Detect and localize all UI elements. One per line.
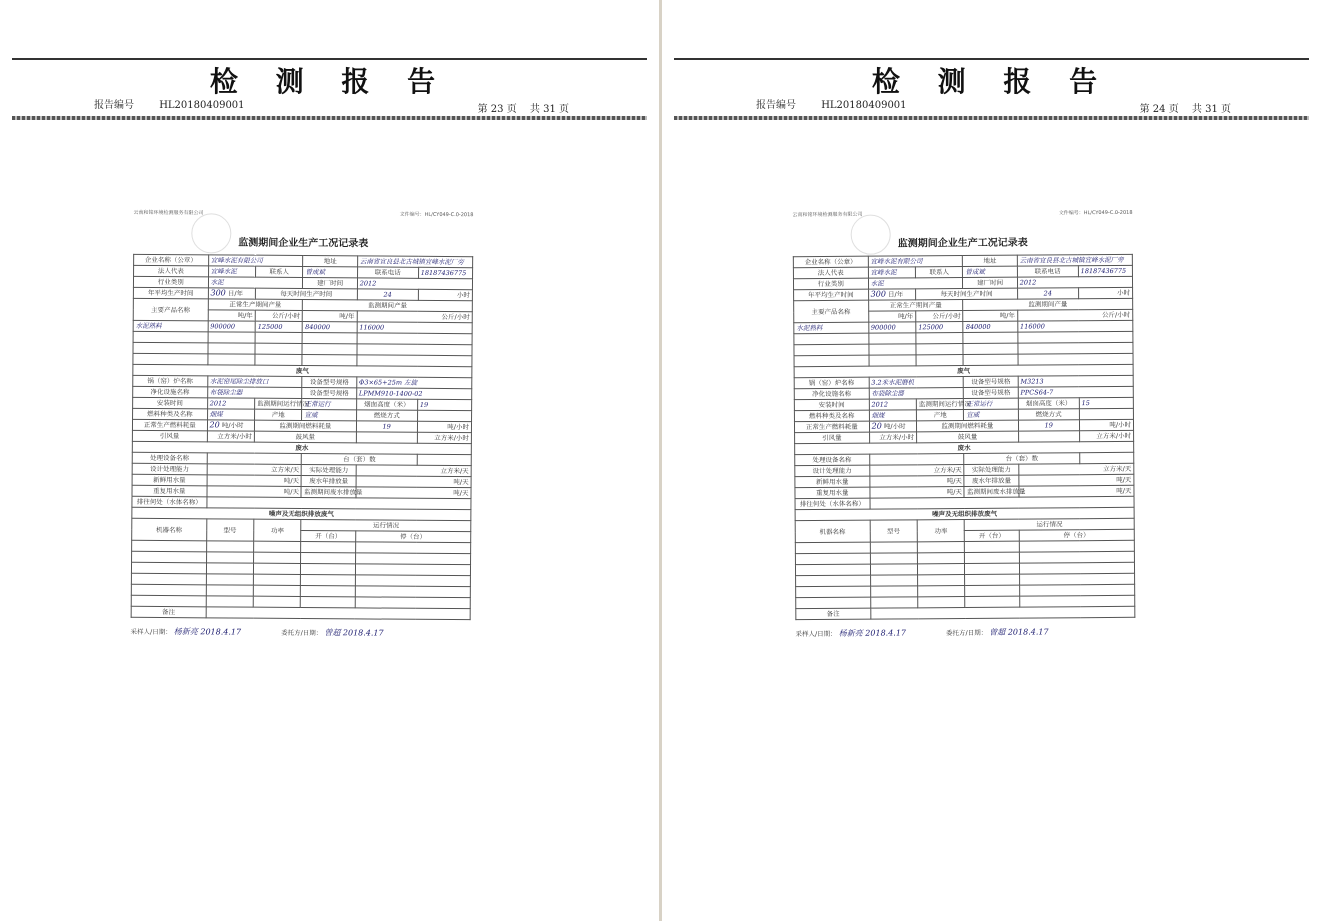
page-number-current: 第 24 页 bbox=[1139, 104, 1179, 115]
sampler-signature bbox=[795, 627, 906, 639]
form-company-header: 云南和铭环境检测服务有限公司 bbox=[792, 211, 863, 219]
legal-rep-label: 法人代表 bbox=[793, 267, 868, 279]
draft-unit: 立方米/小时 bbox=[207, 431, 255, 442]
purify-value: 布袋除尘器 bbox=[207, 387, 302, 399]
form-file-number: 文件编号：HL/CY049-C.0-2018 bbox=[1058, 209, 1133, 217]
report-number-label: 报告编号 bbox=[756, 100, 796, 111]
chimney-value: 15 bbox=[1079, 397, 1133, 408]
production-record-table bbox=[131, 254, 474, 620]
fuel-monitor-label: 监测期间燃料耗量 bbox=[917, 420, 1019, 432]
run-status-value: 正常运行 bbox=[964, 398, 1018, 409]
unit-ton-year: 吨/年 bbox=[208, 310, 256, 321]
production-record-form bbox=[131, 209, 474, 639]
blow-unit: 立方米/小时 bbox=[1079, 430, 1133, 441]
chimney-label: 烟囱高度（米） bbox=[1018, 398, 1079, 409]
page-number bbox=[468, 100, 569, 115]
industry-value: 水泥 bbox=[208, 277, 303, 289]
legal-rep-value: 宜峰水泥 bbox=[868, 267, 916, 278]
purify-model-label: 设备型号规格 bbox=[302, 388, 356, 399]
monitor-output-label: 监测期间产量 bbox=[303, 300, 473, 312]
unit-kg-hour-2: 公斤/小时 bbox=[357, 311, 472, 323]
fuel-use-label: 正常生产燃料耗量 bbox=[132, 419, 207, 431]
monitor-discharge-label: 监测期间废水排放量 bbox=[964, 486, 1018, 497]
phone-value: 18187436775 bbox=[418, 267, 472, 278]
purify-label: 净化设施名称 bbox=[133, 386, 208, 398]
report-number-value: HL20180409001 bbox=[159, 100, 245, 111]
fuel-use-cell bbox=[207, 420, 255, 431]
form-header bbox=[793, 209, 1133, 221]
outlet-label: 排往何处（水体名称） bbox=[132, 496, 207, 508]
water-count-label: 台（套）数 bbox=[302, 453, 417, 465]
furnace-label: 锅（窑）炉名称 bbox=[133, 375, 208, 387]
actual-cap-unit: 立方米/天 bbox=[1019, 463, 1134, 475]
contact-label: 联系人 bbox=[256, 266, 304, 277]
form-company-header: 云南和铭环境检测服务有限公司 bbox=[133, 209, 204, 217]
install-label: 安装时间 bbox=[794, 399, 869, 411]
power-label: 功率 bbox=[917, 519, 965, 541]
power-label: 功率 bbox=[254, 519, 302, 541]
furnace-value: 水泥窑尾除尘排放口 bbox=[207, 376, 302, 388]
legal-rep-value: 宜峰水泥 bbox=[208, 266, 256, 277]
normal-hour-value: 125000 bbox=[916, 322, 964, 333]
product-value: 水泥熟料 bbox=[794, 322, 869, 334]
water-count-label: 台（套）数 bbox=[964, 453, 1079, 465]
header-rule-dotted bbox=[674, 116, 1309, 120]
sampler-value: 杨新亮 2018.4.17 bbox=[838, 628, 907, 638]
normal-hour-value: 125000 bbox=[255, 321, 303, 332]
contact-value: 曾成斌 bbox=[303, 267, 357, 278]
equip-model-value: Φ3×65+25m 左旋 bbox=[356, 377, 471, 389]
annual-days-cell bbox=[868, 289, 916, 300]
production-record-table bbox=[793, 254, 1136, 620]
form-header bbox=[133, 209, 473, 221]
gas-section-header: 废气 bbox=[133, 364, 472, 377]
fuel-value: 烟煤 bbox=[207, 409, 255, 420]
actual-cap-label: 实际处理能力 bbox=[302, 464, 356, 475]
blow-label: 鼓风量 bbox=[917, 431, 1019, 443]
draft-label: 引风量 bbox=[132, 430, 207, 442]
noise-section-header: 噪声及无组织排放废气 bbox=[132, 507, 471, 520]
install-value: 2012 bbox=[869, 399, 917, 410]
daily-hours-value: 24 bbox=[1017, 288, 1078, 299]
gas-section-header: 废气 bbox=[794, 364, 1133, 377]
purify-model-value: PPCS64-7 bbox=[1018, 386, 1133, 398]
built-label: 建厂时间 bbox=[303, 278, 357, 289]
discharge-unit: 吨/天 bbox=[356, 476, 471, 488]
design-cap-unit: 立方米/天 bbox=[207, 464, 302, 476]
sampler-value: 杨新亮 2018.4.17 bbox=[173, 627, 242, 637]
water-equip-label: 处理设备名称 bbox=[132, 452, 207, 464]
discharge-label: 废水年排放量 bbox=[964, 475, 1018, 486]
built-label: 建厂时间 bbox=[963, 277, 1017, 288]
daily-hours-label: 每天时间生产时间 bbox=[916, 288, 1018, 300]
fuel-use-value: 20 bbox=[209, 420, 220, 430]
fresh-water-label: 新鲜用水量 bbox=[795, 476, 870, 488]
equip-model-label: 设备型号规格 bbox=[302, 377, 356, 388]
remark-label: 备注 bbox=[796, 608, 871, 620]
status-label: 运行情况 bbox=[965, 518, 1135, 530]
burn-value bbox=[417, 410, 471, 421]
client-label: 委托方/日期： bbox=[281, 628, 323, 638]
fuel-label: 燃料种类及名称 bbox=[133, 408, 208, 420]
form-title: 监测期间企业生产工况记录表 bbox=[238, 237, 369, 250]
discharge-label: 废水年排放量 bbox=[302, 475, 356, 486]
fuel-use-value: 20 bbox=[871, 421, 882, 431]
form-file-number: 文件编号：HL/CY049-C.0-2018 bbox=[399, 211, 474, 219]
daily-hours-unit: 小时 bbox=[1078, 287, 1132, 298]
sampler-label: 采样人/日期： bbox=[130, 627, 172, 637]
draft-unit: 立方米/小时 bbox=[869, 432, 917, 443]
fuel-use-cell bbox=[869, 421, 917, 432]
chimney-label: 烟囱高度（米） bbox=[356, 399, 417, 410]
blow-label: 鼓风量 bbox=[254, 431, 356, 443]
report-title: 检 测 报 告 bbox=[871, 65, 1112, 98]
address-value: 云南省宜良县北古城镇宜峰水泥厂旁 bbox=[1017, 254, 1132, 266]
reuse-water-unit: 吨/天 bbox=[870, 486, 965, 498]
reuse-water-label: 重复用水量 bbox=[132, 485, 207, 497]
client-value: 曾超 2018.4.17 bbox=[989, 627, 1049, 637]
normal-output-label: 正常生产期间产量 bbox=[208, 299, 303, 311]
table-row bbox=[796, 606, 1135, 619]
design-cap-label: 设计处理能力 bbox=[795, 465, 870, 477]
monitor-year-value: 840000 bbox=[963, 321, 1017, 332]
unit-ton-year: 吨/年 bbox=[868, 311, 916, 322]
address-value: 云南省宜良县北古城镇宜峰水泥厂旁 bbox=[357, 256, 472, 268]
report-page-right bbox=[662, 0, 1321, 921]
model-label: 型号 bbox=[206, 519, 254, 541]
water-equip-label: 处理设备名称 bbox=[795, 454, 870, 466]
signatures bbox=[131, 626, 471, 639]
sampler-signature bbox=[131, 626, 242, 638]
industry-label: 行业类别 bbox=[133, 276, 208, 288]
model-label: 型号 bbox=[870, 520, 918, 542]
remark-label: 备注 bbox=[131, 606, 206, 618]
outlet-label: 排往何处（水体名称） bbox=[795, 498, 870, 510]
monitor-discharge-unit: 吨/天 bbox=[356, 487, 471, 499]
fresh-water-unit: 吨/天 bbox=[869, 475, 964, 487]
purify-model-value: LPMM910-1400-02 bbox=[356, 388, 471, 400]
page-number-total: 共 31 页 bbox=[1191, 104, 1231, 115]
origin-label: 产地 bbox=[916, 410, 964, 421]
phone-label: 联系电话 bbox=[1017, 266, 1078, 277]
fuel-value: 烟煤 bbox=[869, 410, 917, 421]
monitor-output-label: 监测期间产量 bbox=[963, 298, 1133, 310]
run-status-value: 正常运行 bbox=[302, 399, 356, 410]
fuel-monitor-value: 19 bbox=[356, 421, 417, 432]
unit-kg-hour: 公斤/小时 bbox=[255, 310, 303, 321]
unit-ton-year-2: 吨/年 bbox=[303, 311, 357, 322]
phone-label: 联系电话 bbox=[357, 267, 418, 278]
noise-section-header: 噪声及无组织排放废气 bbox=[795, 507, 1134, 520]
furnace-label: 锅（窑）炉名称 bbox=[794, 377, 869, 389]
water-section-header: 废水 bbox=[132, 441, 471, 454]
report-number-value: HL20180409001 bbox=[821, 100, 907, 111]
annual-days-label: 年平均生产时间 bbox=[133, 287, 208, 299]
built-value: 2012 bbox=[357, 278, 472, 290]
product-label: 主要产品名称 bbox=[133, 298, 208, 321]
fuel-monitor-unit: 吨/小时 bbox=[1079, 419, 1133, 430]
stamp-seal bbox=[191, 213, 231, 253]
client-value: 曾超 2018.4.17 bbox=[324, 628, 384, 638]
address-label: 地址 bbox=[303, 256, 357, 267]
report-number bbox=[756, 96, 907, 111]
fresh-water-label: 新鲜用水量 bbox=[132, 474, 207, 486]
annual-days-unit: 日/年 bbox=[888, 290, 904, 299]
company-label: 企业名称（公章） bbox=[793, 256, 868, 268]
reuse-water-label: 重复用水量 bbox=[795, 487, 870, 499]
product-label: 主要产品名称 bbox=[794, 300, 869, 323]
off-count-label: 停（台） bbox=[355, 531, 470, 543]
fresh-water-unit: 吨/天 bbox=[207, 475, 302, 487]
form-title: 监测期间企业生产工况记录表 bbox=[897, 237, 1028, 250]
fuel-use-label: 正常生产燃料耗量 bbox=[794, 421, 869, 433]
annual-days-label: 年平均生产时间 bbox=[794, 289, 869, 301]
on-count-label: 开（台） bbox=[301, 530, 355, 541]
equip-model-label: 设备型号规格 bbox=[964, 376, 1018, 387]
annual-days-value: 300 bbox=[210, 288, 226, 298]
page-number bbox=[1130, 100, 1231, 115]
sampler-label: 采样人/日期： bbox=[795, 629, 837, 639]
page-number-total: 共 31 页 bbox=[529, 104, 569, 115]
off-count-label: 停（台） bbox=[1019, 529, 1134, 541]
unit-kg-hour-2: 公斤/小时 bbox=[1017, 309, 1132, 321]
origin-value: 宣威 bbox=[302, 410, 356, 421]
run-status-label: 监测期间运行情况 bbox=[255, 398, 303, 409]
daily-hours-label: 每天时间生产时间 bbox=[255, 288, 357, 300]
company-value: 宜峰水泥有限公司 bbox=[868, 256, 963, 268]
fuel-monitor-label: 监测期间燃料耗量 bbox=[254, 420, 356, 432]
monitor-hour-value: 116000 bbox=[1018, 320, 1133, 332]
company-label: 企业名称（公章） bbox=[134, 254, 209, 266]
actual-cap-label: 实际处理能力 bbox=[964, 464, 1018, 475]
report-number-label: 报告编号 bbox=[94, 100, 134, 111]
origin-value: 宣威 bbox=[964, 409, 1018, 420]
page-number-current: 第 23 页 bbox=[477, 104, 517, 115]
report-page-left bbox=[0, 0, 659, 921]
fuel-use-unit: 吨/小时 bbox=[221, 421, 244, 430]
purify-model-label: 设备型号规格 bbox=[964, 387, 1018, 398]
reuse-water-unit: 吨/天 bbox=[207, 486, 302, 498]
fuel-monitor-value: 19 bbox=[1018, 420, 1079, 431]
report-title: 检 测 报 告 bbox=[209, 65, 450, 98]
industry-label: 行业类别 bbox=[793, 278, 868, 290]
fuel-monitor-unit: 吨/小时 bbox=[417, 421, 471, 432]
status-label: 运行情况 bbox=[301, 519, 471, 531]
contact-label: 联系人 bbox=[915, 267, 963, 278]
purify-label: 净化设施名称 bbox=[794, 388, 869, 400]
monitor-discharge-label: 监测期间废水排放量 bbox=[301, 486, 355, 497]
chimney-value: 19 bbox=[417, 399, 471, 410]
built-value: 2012 bbox=[1017, 276, 1132, 288]
signatures bbox=[795, 626, 1135, 639]
design-cap-label: 设计处理能力 bbox=[132, 463, 207, 475]
fuel-use-unit: 吨/小时 bbox=[883, 422, 906, 431]
install-value: 2012 bbox=[207, 398, 255, 409]
address-label: 地址 bbox=[963, 255, 1017, 266]
industry-value: 水泥 bbox=[868, 278, 963, 290]
company-value: 宜峰水泥有限公司 bbox=[208, 255, 303, 267]
fuel-label: 燃料种类及名称 bbox=[794, 410, 869, 422]
legal-rep-label: 法人代表 bbox=[134, 265, 209, 277]
client-signature bbox=[281, 627, 384, 639]
header-rule-dotted bbox=[12, 116, 647, 120]
install-label: 安装时间 bbox=[133, 397, 208, 409]
product-value: 水泥熟料 bbox=[133, 320, 208, 332]
stamp-seal bbox=[851, 215, 891, 255]
unit-ton-year-2: 吨/年 bbox=[963, 310, 1017, 321]
equip-model-value: M3213 bbox=[1018, 375, 1133, 387]
purify-value: 布袋除尘器 bbox=[869, 388, 964, 400]
discharge-unit: 吨/天 bbox=[1019, 474, 1134, 486]
annual-days-value: 300 bbox=[870, 289, 886, 299]
monitor-discharge-unit: 吨/天 bbox=[1019, 485, 1134, 497]
report-number bbox=[94, 96, 245, 111]
normal-year-value: 900000 bbox=[868, 322, 916, 333]
client-signature bbox=[946, 626, 1049, 638]
furnace-value: 3.2米水泥磨机 bbox=[869, 377, 964, 389]
normal-output-label: 正常生产期间产量 bbox=[868, 300, 963, 312]
water-section-header: 废水 bbox=[795, 441, 1134, 454]
machine-label: 机器名称 bbox=[132, 518, 207, 541]
unit-kg-hour: 公斤/小时 bbox=[916, 311, 964, 322]
burn-label: 燃烧方式 bbox=[356, 410, 417, 421]
phone-value: 18187436775 bbox=[1078, 265, 1132, 276]
contact-value: 曾成斌 bbox=[963, 266, 1017, 277]
monitor-hour-value: 116000 bbox=[357, 322, 472, 334]
table-row bbox=[131, 606, 470, 619]
actual-cap-unit: 立方米/天 bbox=[356, 465, 471, 477]
daily-hours-value: 24 bbox=[357, 289, 418, 300]
annual-days-cell bbox=[208, 288, 256, 299]
on-count-label: 开（台） bbox=[965, 530, 1019, 541]
daily-hours-unit: 小时 bbox=[418, 289, 472, 300]
client-label: 委托方/日期： bbox=[945, 628, 988, 638]
burn-label: 燃烧方式 bbox=[1018, 409, 1079, 420]
origin-label: 产地 bbox=[255, 409, 303, 420]
design-cap-unit: 立方米/天 bbox=[869, 464, 964, 476]
blow-unit: 立方米/小时 bbox=[417, 432, 471, 443]
annual-days-unit: 日/年 bbox=[227, 289, 244, 298]
monitor-year-value: 840000 bbox=[303, 322, 357, 333]
machine-label: 机器名称 bbox=[795, 520, 870, 543]
normal-year-value: 900000 bbox=[208, 321, 256, 332]
production-record-form bbox=[793, 209, 1136, 639]
burn-value bbox=[1079, 408, 1133, 419]
run-status-label: 监测期间运行情况 bbox=[916, 399, 964, 410]
draft-label: 引风量 bbox=[795, 432, 870, 444]
